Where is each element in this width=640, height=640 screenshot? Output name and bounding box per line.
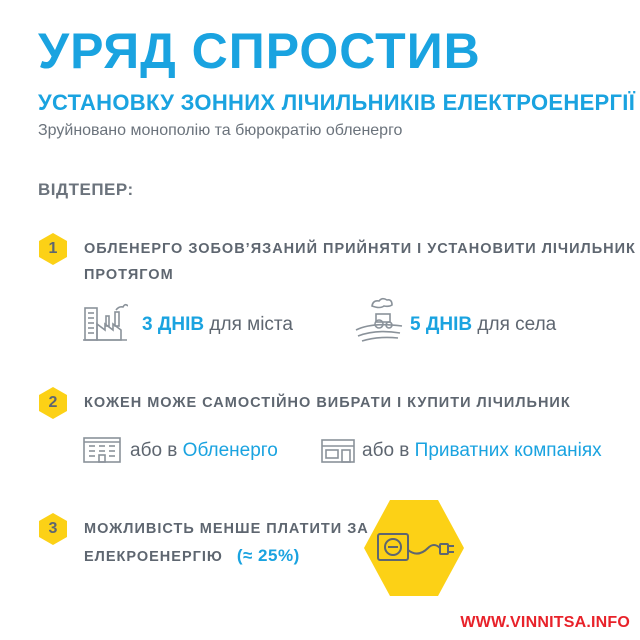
electric-meter-plug-icon <box>362 498 466 598</box>
number-badge-3-label: 3 <box>48 520 58 537</box>
number-badge-2-label: 2 <box>48 394 58 411</box>
number-badge-1-label: 1 <box>48 240 58 257</box>
shop-icon <box>320 436 356 464</box>
page-subtitle: УСТАНОВКУ ЗОННИХ ЛІЧИЛЬНИКІВ ЕЛЕКТРОЕНЕРГІЇ <box>38 90 636 115</box>
option-oblenergo-name: Обленерго <box>182 440 278 461</box>
option-private-name: Приватних компаніях <box>414 440 602 461</box>
item-3-text-line2-row <box>84 546 300 566</box>
item-1-text-line1: ОБЛЕНЕРГО ЗОБОВ’ЯЗАНИЙ ПРИЙНЯТИ І УСТАНОВИТИ ЛІЧИЛЬНИК <box>84 241 636 257</box>
site-watermark: WWW.VINNITSA.INFO <box>460 614 630 631</box>
item-1-text-line2: ПРОТЯГОМ <box>84 267 174 283</box>
option-city-days: 3 ДНІВ <box>142 314 205 335</box>
office-building-icon <box>82 434 122 464</box>
item-2-text-line1: КОЖЕН МОЖЕ САМОСТІЙНО ВИБРАТИ І КУПИТИ ЛІЧИЛЬНИК <box>84 395 571 411</box>
number-badge-3 <box>38 512 68 546</box>
option-city-text: для міста <box>209 314 293 335</box>
city-factory-icon <box>82 298 128 342</box>
section-heading: ВІДТЕПЕР: <box>38 180 134 199</box>
option-village-days: 5 ДНІВ <box>410 314 473 335</box>
option-oblenergo <box>130 440 278 462</box>
option-private-prefix: або в <box>362 440 410 461</box>
option-oblenergo-prefix: або в <box>130 440 178 461</box>
item-3-text-line1: МОЖЛИВІСТЬ МЕНШЕ ПЛАТИТИ ЗА <box>84 521 369 537</box>
option-village <box>410 314 556 336</box>
village-tractor-icon <box>354 296 404 342</box>
page-note: Зруйновано монополію та бюрократію обленерго <box>38 122 403 139</box>
savings-percent: (≈ 25%) <box>236 546 300 565</box>
number-badge-2 <box>38 386 68 420</box>
item-3-text-line2: ЕЛЕКРОЕНЕРГІЮ <box>84 549 223 565</box>
page-title: УРЯД СПРОСТИВ <box>38 23 481 79</box>
number-badge-1 <box>38 232 68 266</box>
option-city <box>142 314 293 336</box>
option-village-text: для села <box>477 314 557 335</box>
option-private <box>362 440 602 462</box>
